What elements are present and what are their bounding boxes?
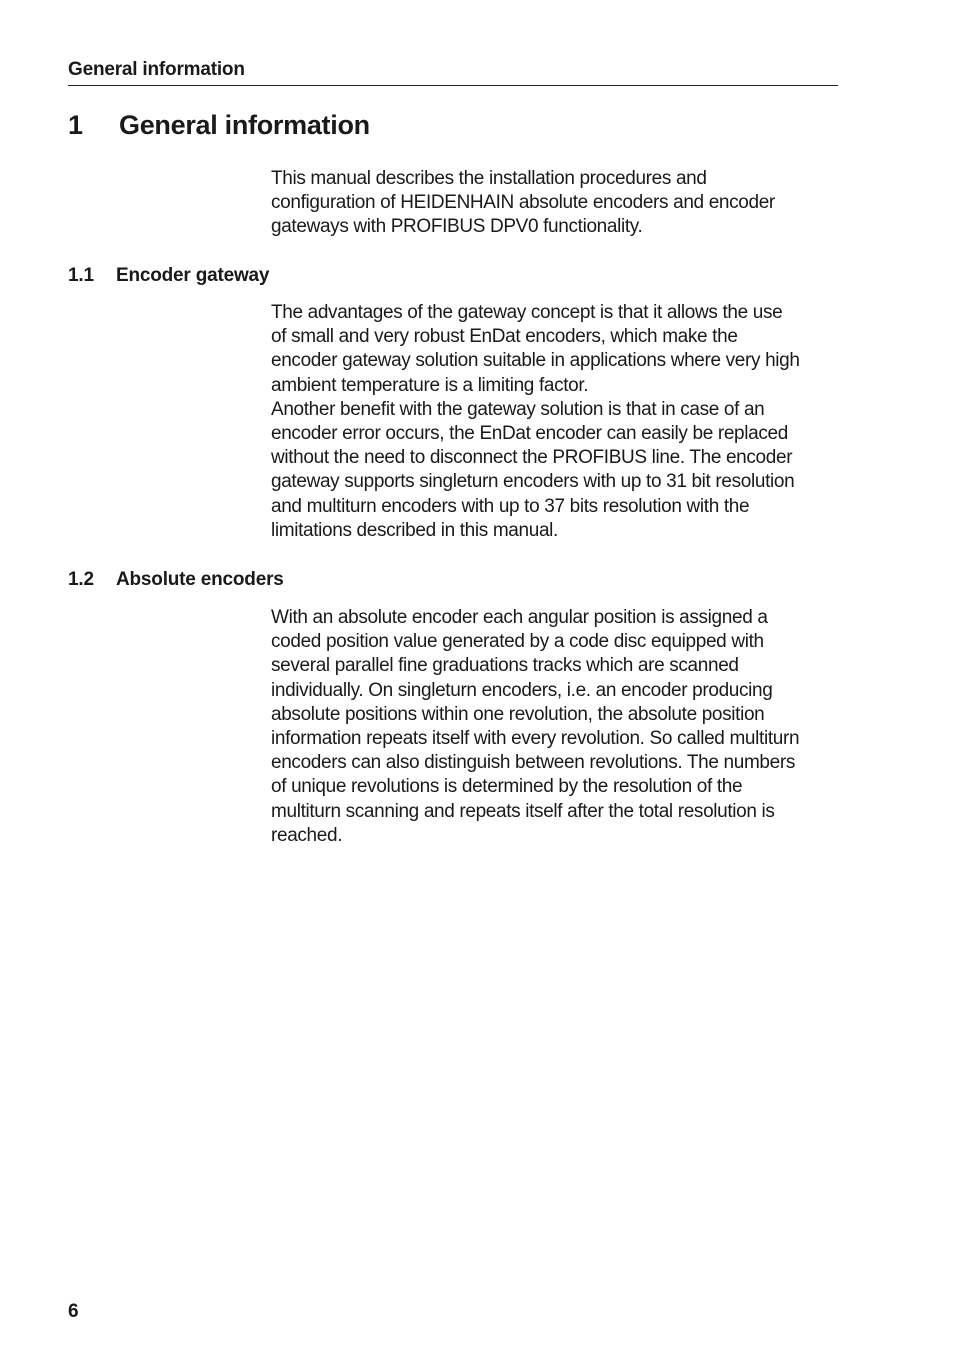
absolute-encoders-paragraph: With an absolute encoder each angular position is assigned a coded position value generated by a code disc equipped with several parallel fine graduations tracks which are scanned individually. On singleturn encoders, i.e. an encoder producing absolute positions within one revolution, the absolute position information repeats itself with every revolution. So called multiturn encoders can also distinguish between revolutions. The numbers of unique revolutions is determined by the resolution of the multiturn scanning and repeats itself after the total resolution is reached. (271, 607, 800, 846)
section-heading-encoder-gateway (68, 264, 269, 288)
chapter-number: 1 (68, 110, 83, 140)
section-number: 1.1 (68, 265, 94, 286)
section-heading-absolute-encoders (68, 568, 284, 592)
section-title: Encoder gateway (116, 265, 270, 286)
encoder-gateway-paragraph: The advantages of the gateway concept is that it allows the use of small and very robust EnDat encoders, which make the encoder gateway solution suitable in applications where very high ambient temperature is a limiting factor. Another benefit with the gateway solution is that in case of an encoder error occurs, the EnDat encoder can easily be replaced without the need to disconnect the PROFIBUS line. The encoder gateway supports singleturn encoders with up to 31 bit resolution and multiturn encoders with up to 37 bits resolution with the limitations described in this manual. (271, 302, 800, 541)
chapter-heading (68, 107, 370, 143)
section-title: Absolute encoders (116, 569, 284, 590)
page-number: 6 (68, 1301, 79, 1322)
chapter-title: General information (119, 110, 370, 140)
chapter-intro-paragraph: This manual describes the installation procedures and configuration of HEIDENHAIN absolute encoders and encoder gateways with PROFIBUS DPV0 functionality. (271, 168, 775, 238)
section-number: 1.2 (68, 569, 94, 590)
running-header (68, 58, 838, 86)
running-header-title: General information (68, 59, 245, 80)
